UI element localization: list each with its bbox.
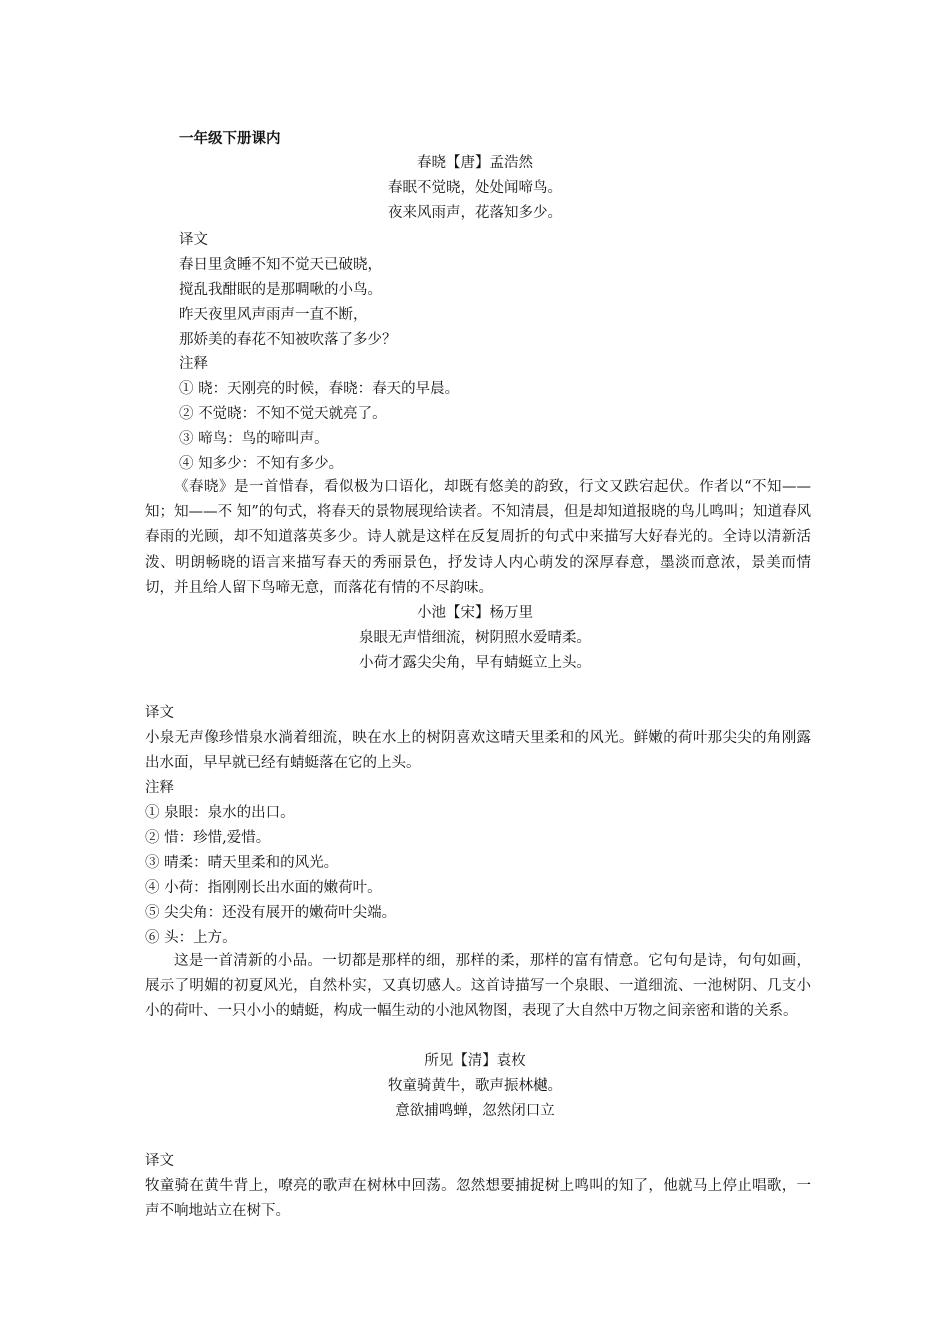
translation-paragraph: 牧童骑在黄牛背上，嘹亮的歌声在树林中回荡。忽然想要捕捉树上鸣叫的知了，他就马上停止唱歌，一声不响地站立在树下。 xyxy=(145,1178,811,1220)
note-item: ④ 知多少：不知有多少。 xyxy=(179,456,344,472)
note-item: ④ 小荷：指刚刚长出水面的嫩荷叶。 xyxy=(145,880,382,896)
note-item: ⑤ 尖尖角：还没有展开的嫩荷叶尖端。 xyxy=(145,905,397,921)
note-item: ① 晓：天刚亮的时候，春晓：春天的早晨。 xyxy=(179,381,460,397)
poem-line: 泉眼无声惜细流，树阴照水爱晴柔。 xyxy=(359,630,591,646)
note-item: ③ 啼鸟：鸟的啼叫声。 xyxy=(179,431,329,447)
poem-title: 所见【清】袁枚 xyxy=(424,1053,526,1069)
note-item: ⑥ 头：上方。 xyxy=(145,930,237,946)
poem-title: 小池【宋】杨万里 xyxy=(417,605,533,621)
poem-title: 春晓【唐】孟浩然 xyxy=(417,155,533,171)
note-item: ③ 晴柔：晴天里柔和的风光。 xyxy=(145,855,339,871)
translation-line: 那娇美的春花不知被吹落了多少？ xyxy=(179,332,397,348)
note-item: ② 不觉晓：不知不觉天就亮了。 xyxy=(179,406,387,422)
poem-line: 春眠不觉晓，处处闻啼鸟。 xyxy=(388,180,562,196)
note-item: ② 惜：珍惜,爱惜。 xyxy=(145,830,271,846)
notes-label: 注释 xyxy=(179,356,208,372)
poem-line: 牧童骑黄牛，歌声振林樾。 xyxy=(388,1078,562,1094)
translation-label: 译文 xyxy=(179,232,208,248)
appreciation-paragraph: 这是一首清新的小品。一切都是那样的细，那样的柔，那样的富有情意。它句句是诗，句句如画，展示了明媚的初夏风光，自然朴实，又真切感人。这首诗描写一个泉眼、一道细流、一池树阴、几支小小的荷叶、一只小小的蜻蜓，构成一幅生动的小池风物图，表现了大自然中万物之间亲密和谐的关系。 xyxy=(145,953,811,1020)
notes-label: 注释 xyxy=(145,780,174,796)
translation-paragraph: 小泉无声像珍惜泉水淌着细流，映在水上的树阴喜欢这晴天里柔和的风光。鲜嫩的荷叶那尖尖的角刚露出水面，早早就已经有蜻蜓落在它的上头。 xyxy=(145,730,811,772)
translation-label: 译文 xyxy=(145,705,174,721)
appreciation-paragraph: 《春晓》是一首惜春，看似极为口语化，却既有悠美的韵致，行文又跌宕起伏。作者以“不知——知；知——不 知”的句式，将春天的景物展现给读者。不知清晨，但是却知道报晓的鸟儿鸣叫；知道春风春雨的光顾，却不知道落英多少。诗人就是这样在反复周折的句式中来描写大好春光的。全诗以清新活泼、明朗畅晓的语言来描写春天的秀丽景色，抒发诗人内心萌发的深厚春意，墨淡而意浓，景美而情切，并且给人留下鸟啼无意，而落花有情的不尽韵味。 xyxy=(145,479,811,596)
poem-line: 小荷才露尖尖角，早有蜻蜓立上头。 xyxy=(359,655,591,671)
note-item: ① 泉眼：泉水的出口。 xyxy=(145,805,295,821)
translation-line: 昨天夜里风声雨声一直不断， xyxy=(179,307,368,323)
poem-line: 夜来风雨声，花落知多少。 xyxy=(388,205,562,221)
section-heading: 一年级下册课内 xyxy=(179,131,281,147)
poem-line: 意欲捕鸣蝉，忽然闭口立 xyxy=(395,1103,555,1119)
translation-label: 译文 xyxy=(145,1153,174,1169)
translation-line: 搅乱我酣眠的是那啁啾的小鸟。 xyxy=(179,282,382,298)
translation-line: 春日里贪睡不知不觉天已破晓， xyxy=(179,257,382,273)
